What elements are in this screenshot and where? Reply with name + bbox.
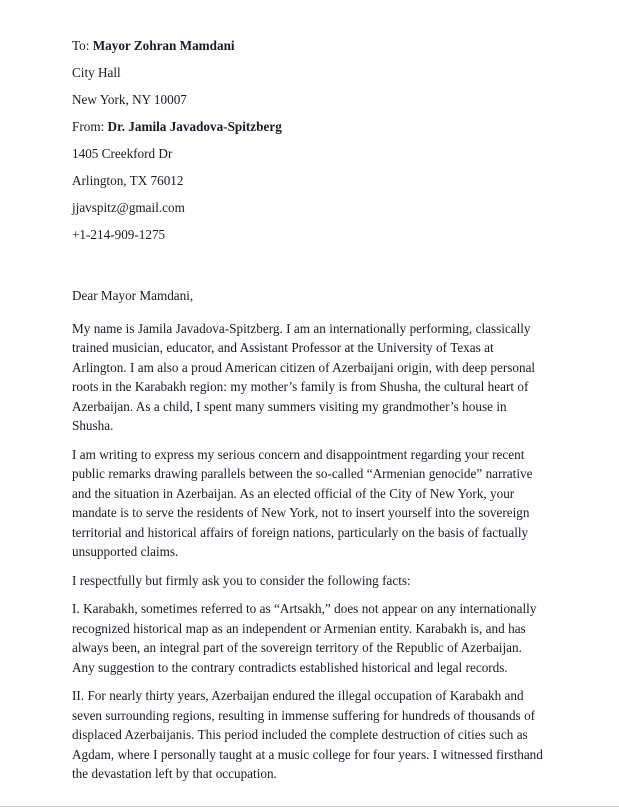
recipient-line: [72, 38, 545, 54]
sender-email: jjavspitz@gmail.com: [72, 200, 185, 215]
body-paragraph: I respectfully but firmly ask you to consider the following facts:: [72, 572, 411, 588]
salutation: Dear Mayor Mamdani,: [72, 288, 194, 303]
sender-name: Dr. Jamila Javadova-Spitzberg: [107, 119, 282, 134]
body-paragraph: My name is Jamila Javadova-Spitzberg. I am an internationally performing, classically trained musician, educator, and Assistant Professor at the University of Texas at Arlington. I am also a proud American citizen of Azerbaijani origin, with deep personal roots in the Karabakh region: my mother’s family is from Shusha, the cultural heart of Azerbaijan. As a child, I spent many summers visiting my grandmother’s house in Shusha.: [72, 320, 539, 433]
recipient-building: City Hall: [72, 65, 121, 80]
sender-street: 1405 Creekford Dr: [72, 146, 173, 161]
sender-line: [72, 119, 545, 135]
header-body-spacer: [72, 254, 545, 286]
footer-divider: [0, 806, 619, 807]
body-paragraph: I am writing to express my serious concern and disappointment regarding your recent public remarks drawing parallels between the so-called “Armenian genocide” narrative and the situation in Azerbaijan. As an elected official of the City of New York, your mandate is to serve the residents of New York, not to insert yourself into the sovereign territorial and historical affairs of foreign nations, particularly on the basis of factually unsupported claims.: [72, 446, 536, 559]
recipient-name: Mayor Zohran Mamdani: [92, 38, 235, 53]
to-label: To:: [72, 38, 93, 53]
from-label: From:: [72, 119, 108, 134]
recipient-city-state-zip: New York, NY 10007: [72, 92, 187, 107]
sender-city-state-zip: Arlington, TX 76012: [72, 173, 184, 188]
letter-content: [72, 38, 545, 793]
body-paragraph-item-ii: II. For nearly thirty years, Azerbaijan endured the illegal occupation of Karabakh and seven surrounding regions, resulting in immense suffering for hundreds of thousands of displaced Azerbaijanis. This period included the complete destruction of cities such as Agdam, where I personally taught at a music college for four years. I witnessed firsthand the devastation left by that occupation.: [72, 688, 547, 781]
body-paragraph-item-i: I. Karabakh, sometimes referred to as “Artsakh,” does not appear on any internationally recognized historical map as an independent or Armenian entity. Karabakh is, and has always been, an integral part of the sovereign territory of the Republic of Azerbaijan. Any suggestion to the contrary contradicts established historical and legal records.: [72, 601, 540, 675]
sender-phone: +1-214-909-1275: [72, 227, 166, 242]
